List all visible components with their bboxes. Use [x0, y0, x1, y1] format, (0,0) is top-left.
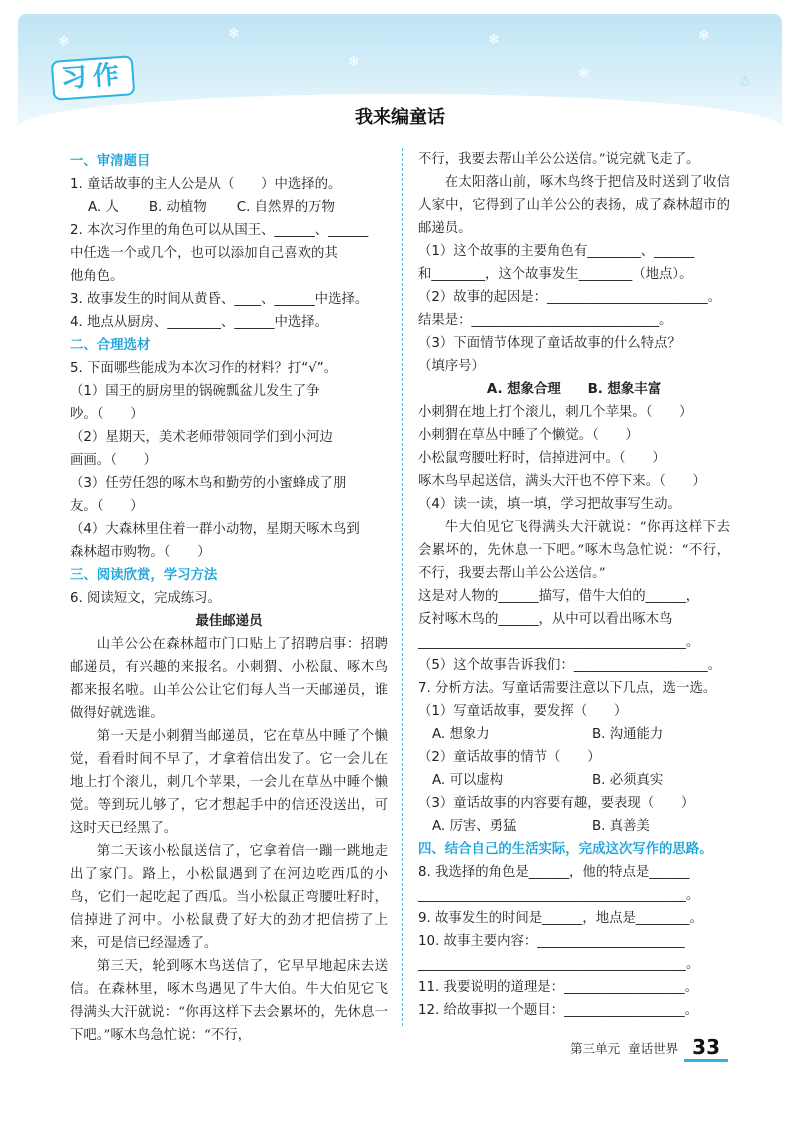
- sub-question-3-options: A. 想象合理 B. 想象丰富: [486, 382, 662, 397]
- question-10[interactable]: 10. 故事主要内容：______________________: [418, 934, 685, 949]
- theme-label: 童话世界: [628, 1041, 679, 1056]
- sub-question-1-line[interactable]: 和________，这个故事发生________（地点）。: [418, 267, 693, 282]
- story-paragraph: 不行，我要去帮山羊公公送信。”说完就飞走了。: [418, 152, 700, 167]
- right-column: [418, 148, 730, 1022]
- question-2-line: 他角色。: [70, 269, 124, 284]
- question-5-item: （3）任劳任怨的啄木鸟和勤劳的小蜜蜂成了朋: [70, 476, 347, 491]
- story-paragraph: 第二天该小松鼠送信了，它拿着信一蹦一跳地走出了家门。路上，小松鼠遇到了在河边吃西瓜的小鸟，它们一起吃起了西瓜。当小松鼠正弯腰吐籽时，信掉进了河中。小松鼠费了好大的劲才把信捞了上来，可是信已经湿透了。: [70, 844, 388, 951]
- question-8-line[interactable]: ________________________________________。: [418, 888, 700, 903]
- plot-item[interactable]: 小松鼠弯腰吐籽时，信掉进河中。（ ）: [418, 451, 666, 466]
- snowflake-icon: ❄: [58, 34, 70, 50]
- question-12[interactable]: 12. 给故事拟一个题目：__________________。: [418, 1003, 698, 1018]
- option[interactable]: B. 真善美: [592, 819, 650, 834]
- sub-question-2[interactable]: （2）故事的起因是：________________________。: [418, 290, 722, 305]
- column-divider: [402, 148, 403, 1026]
- question-7: 7. 分析方法。写童话需要注意以下几点，选一选。: [418, 681, 717, 696]
- snowman-icon: ☃: [738, 74, 751, 90]
- section-tag: 习作: [51, 55, 136, 101]
- question-3[interactable]: 3. 故事发生的时间从黄昏、____、______中选择。: [70, 292, 369, 307]
- page-number: 33: [684, 1035, 728, 1062]
- option[interactable]: A. 可以虚构: [432, 773, 503, 788]
- section-heading: 四、结合自己的生活实际，完成这次写作的思路。: [418, 842, 713, 857]
- option[interactable]: C. 自然界的万物: [236, 200, 335, 215]
- question-7-options: [418, 723, 730, 746]
- option[interactable]: A. 想象力: [432, 727, 490, 742]
- fill-line[interactable]: 这是对人物的______描写，借牛大伯的______，: [418, 589, 700, 604]
- question-7-item: （3）童话故事的内容要有趣，要表现（ ）: [418, 796, 695, 811]
- question-7-options: [418, 815, 730, 838]
- story-paragraph: 第一天是小刺猬当邮递员，它在草丛中睡了个懒觉，看看时间不早了，才拿着信出发了。它一会儿在地上打个滚儿，刺几个苹果，一会儿在草丛中睡个懒觉。等到玩儿够了，它才想起手中的信还没送出，可这时天已经黑了。: [70, 729, 388, 836]
- question-2-line: 中任选一个或几个，也可以添加自己喜欢的其: [70, 246, 338, 261]
- left-column: [70, 150, 388, 1047]
- snowflake-icon: ❄: [488, 32, 500, 48]
- snowflake-icon: ❄: [698, 28, 710, 44]
- question-7-options: [418, 769, 730, 792]
- question-5-item-answer[interactable]: 友。（ ）: [70, 499, 144, 514]
- quote-paragraph: 牛大伯见它飞得满头大汗就说：“你再这样下去会累坏的，先休息一下吧。”啄木鸟急忙说：“不行，不行，我要去帮山羊公公送信。”: [418, 520, 730, 581]
- story-paragraph: 第三天，轮到啄木鸟送信了，它早早地起床去送信。在森林里，啄木鸟遇见了牛大伯。牛大伯见它飞得满头大汗就说：“你再这样下去会累坏的，先休息一下吧。”啄木鸟急忙说：“不行，: [70, 959, 388, 1043]
- option[interactable]: A. 厉害、勇猛: [432, 819, 517, 834]
- sub-question-3-note: （填序号）: [418, 359, 485, 374]
- question-5-item-answer[interactable]: 吵。（ ）: [70, 407, 144, 422]
- page-title: 我来编童话: [355, 107, 445, 128]
- option[interactable]: B. 沟通能力: [592, 727, 664, 742]
- question-10-line[interactable]: ________________________________________。: [418, 957, 700, 972]
- snowflake-icon: ❄: [228, 26, 240, 42]
- plot-item[interactable]: 啄木鸟早起送信，满头大汗也不停下来。（ ）: [418, 474, 706, 489]
- question-2[interactable]: 2. 本次习作里的角色可以从国王、______、______: [70, 223, 369, 238]
- section-heading: 二、合理选材: [70, 338, 151, 353]
- story-paragraph: 在太阳落山前，啄木鸟终于把信及时送到了收信人家中，它得到了山羊公公的表扬，成了森林超市的邮递员。: [418, 175, 730, 236]
- option[interactable]: B. 必须真实: [592, 773, 664, 788]
- question-7-item: （1）写童话故事，要发挥（ ）: [418, 704, 628, 719]
- section-heading: 三、阅读欣赏，学习方法: [70, 568, 218, 583]
- question-1-options: [70, 196, 388, 219]
- section-heading: 一、审清题目: [70, 154, 151, 169]
- snowflake-icon: ❄: [348, 54, 360, 70]
- question-5-item: （4）大森林里住着一群小动物，星期天啄木鸟到: [70, 522, 360, 537]
- sub-question-5[interactable]: （5）这个故事告诉我们：____________________。: [418, 658, 722, 673]
- sub-question-2-result[interactable]: 结果是：____________________________。: [418, 313, 673, 328]
- question-5-item-answer[interactable]: 森林超市购物。（ ）: [70, 545, 211, 560]
- plot-item[interactable]: 小刺猬在草丛中睡了个懒觉。（ ）: [418, 428, 639, 443]
- question-4[interactable]: 4. 地点从厨房、________、______中选择。: [70, 315, 329, 330]
- story-title: 最佳邮递员: [195, 614, 263, 629]
- question-8[interactable]: 8. 我选择的角色是______，他的特点是______: [418, 865, 690, 880]
- sub-question-4: （4）读一读，填一填，学习把故事写生动。: [418, 497, 681, 512]
- option[interactable]: B. 动植物: [148, 200, 207, 215]
- sub-question-1[interactable]: （1）这个故事的主要角色有________、______: [418, 244, 695, 259]
- page-footer: [570, 1036, 728, 1060]
- question-9[interactable]: 9. 故事发生的时间是______，地点是________。: [418, 911, 703, 926]
- question-5-item: （2）星期天，美术老师带领同学们到小河边: [70, 430, 333, 445]
- question-6: 6. 阅读短文，完成练习。: [70, 591, 221, 606]
- question-11[interactable]: 11. 我要说明的道理是：__________________。: [418, 980, 698, 995]
- story-paragraph: 山羊公公在森林超市门口贴上了招聘启事：招聘邮递员，有兴趣的来报名。小刺猬、小松鼠、啄木鸟都来报名啦。山羊公公让它们每人当一天邮递员，谁做得好就选谁。: [70, 637, 388, 721]
- question-7-item: （2）童话故事的情节（ ）: [418, 750, 601, 765]
- fill-line[interactable]: ________________________________________。: [418, 635, 700, 650]
- question-5-item: （1）国王的厨房里的锅碗瓢盆儿发生了争: [70, 384, 320, 399]
- snowflake-icon: ❄: [578, 66, 590, 82]
- unit-label: 第三单元: [570, 1041, 621, 1056]
- plot-item[interactable]: 小刺猬在地上打个滚儿，刺几个苹果。（ ）: [418, 405, 693, 420]
- question-1: 1. 童话故事的主人公是从（ ）中选择的。: [70, 177, 342, 192]
- question-5: 5. 下面哪些能成为本次习作的材料？打“√”。: [70, 361, 338, 376]
- sub-question-3: （3）下面情节体现了童话故事的什么特点？: [418, 336, 681, 351]
- fill-line[interactable]: 反衬啄木鸟的______，从中可以看出啄木鸟: [418, 612, 673, 627]
- question-5-item-answer[interactable]: 画画。（ ）: [70, 453, 158, 468]
- option[interactable]: A. 人: [88, 200, 119, 215]
